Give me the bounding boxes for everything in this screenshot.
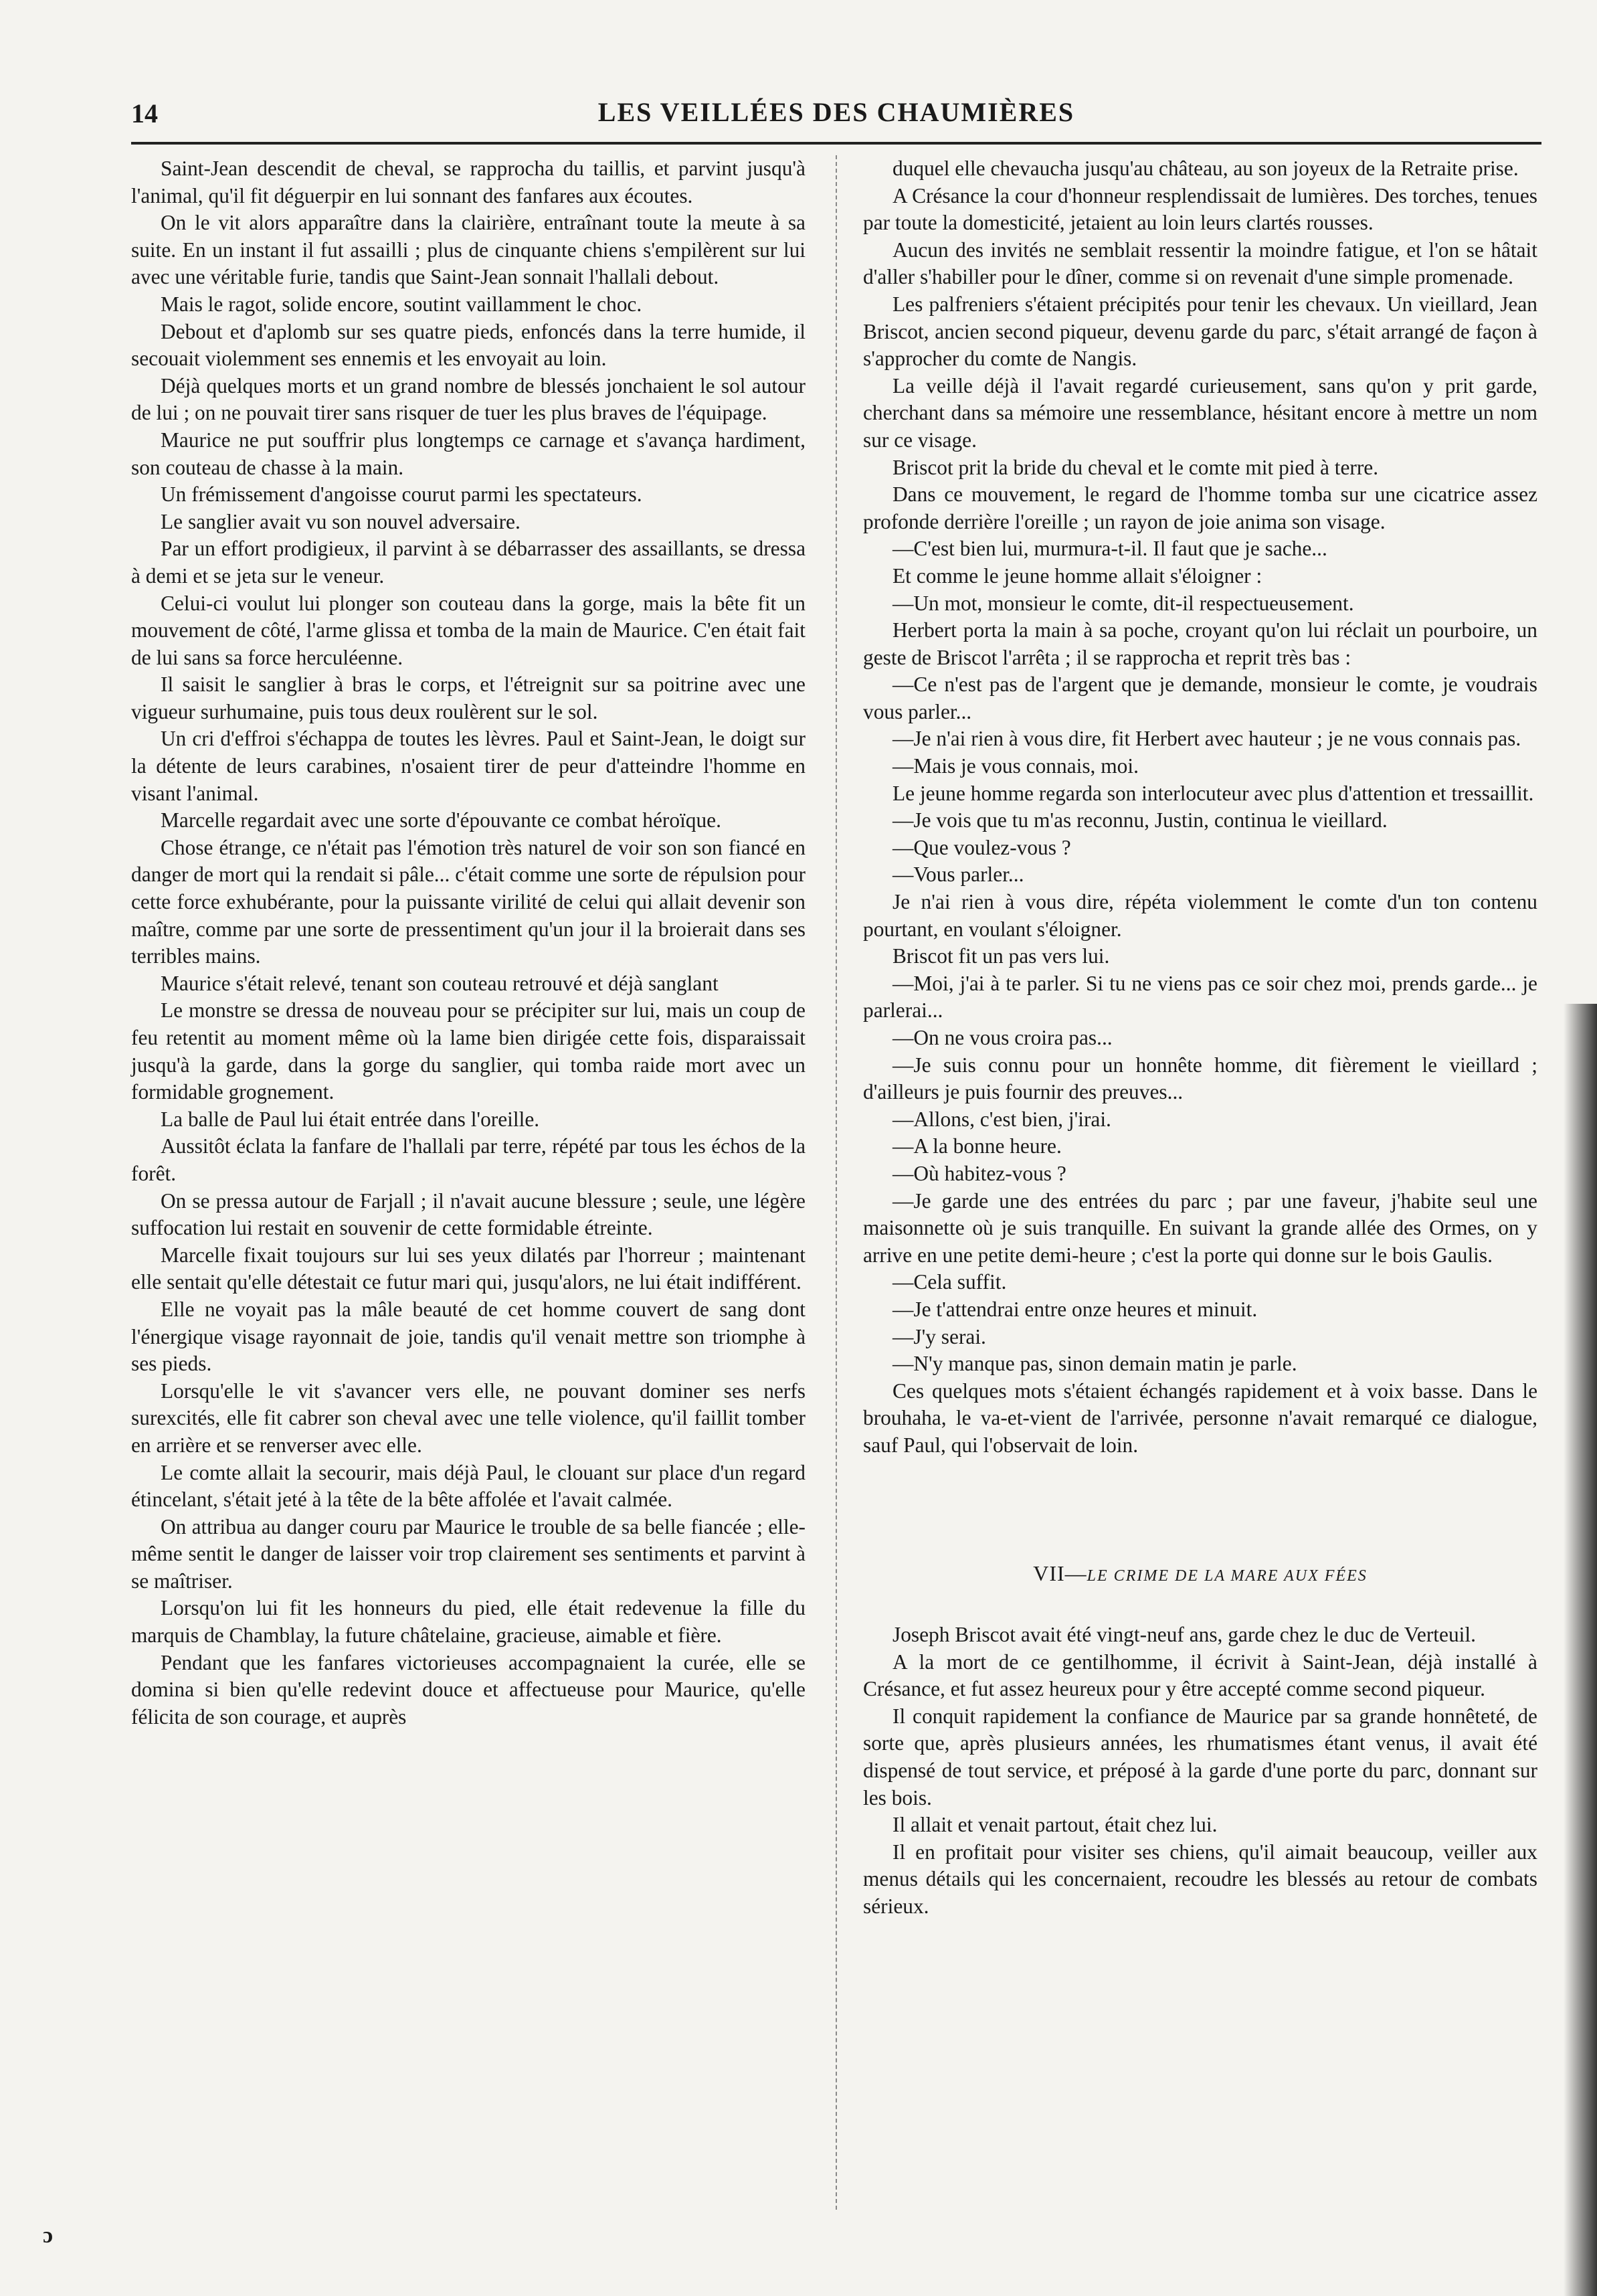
- paragraph: On se pressa autour de Farjall ; il n'avait aucune blessure ; seule, une légère suffocation lui restait en souvenir de cette formidable étreinte.: [131, 1188, 806, 1240]
- corner-mark: ɔ: [43, 2223, 54, 2248]
- paragraph: —Que voulez-vous ?: [893, 835, 1071, 859]
- paragraph: Debout et d'aplomb sur ses quatre pieds, enfoncés dans la terre humide, il secouait violemment ses ennemis et les envoyait au loin.: [131, 319, 806, 371]
- paragraph: Le sanglier avait vu son nouvel adversaire.: [161, 509, 521, 533]
- paragraph: Il conquit rapidement la confiance de Maurice par sa grande honnêteté, de sorte que, après plusieurs années, les rhumatismes étant venus, il avait été dispensé de tout service, et préposé à la garde d'une porte du parc, donnant sur les bois.: [863, 1704, 1537, 1809]
- paragraph: On le vit alors apparaître dans la clairière, entraînant toute la meute à sa suite. En un instant il fut assailli ; plus de cinquante chiens s'empilèrent sur lui avec une véritable furie, tandis que Saint-Jean sonnait l'hallali debout.: [131, 211, 806, 289]
- paragraph: Dans ce mouvement, le regard de l'homme tomba sur une cicatrice assez profonde derrière l'oreille ; un rayon de joie anima son visage.: [863, 482, 1537, 533]
- paragraph: Saint-Jean descendit de cheval, se rapprocha du taillis, et parvint jusqu'à l'animal, qu'il fit déguerpir en lui sonnant des fanfares aux écoutes.: [131, 157, 806, 207]
- paragraph: Marcelle regardait avec une sorte d'épouvante ce combat héroïque.: [161, 808, 721, 832]
- running-title: LES VEILLÉES DES CHAUMIÈRES: [597, 97, 1075, 127]
- paragraph: —C'est bien lui, murmura-t-il. Il faut que je sache...: [893, 537, 1327, 561]
- paragraph: La veille déjà il l'avait regardé curieusement, sans qu'on y prit garde, cherchant dans sa mémoire une ressemblance, hésitant encore à mettre un nom sur ce visage.: [863, 373, 1537, 452]
- header-rule: [131, 142, 1541, 145]
- paragraph: Briscot prit la bride du cheval et le comte mit pied à terre.: [893, 455, 1379, 479]
- paragraph: Je n'ai rien à vous dire, répéta violemment le comte d'un ton contenu pourtant, en voulant s'éloigner.: [863, 890, 1537, 941]
- paragraph: Il saisit le sanglier à bras le corps, et l'étreignit sur sa poitrine avec une vigueur surhumaine, puis tous deux roulèrent sur le sol.: [131, 673, 806, 723]
- paragraph: A la mort de ce gentilhomme, il écrivit à Saint-Jean, déjà installé à Crésance, et fut assez heureux pour y être accepté comme second piqueur.: [863, 1650, 1537, 1701]
- paragraph: Il en profitait pour visiter ses chiens, qu'il aimait beaucoup, veiller aux menus détails qui les concernaient, recoudre les blessés au retour de combats sérieux.: [863, 1840, 1537, 1919]
- paragraph: Mais le ragot, solide encore, soutint vaillamment le choc.: [161, 292, 642, 316]
- paragraph: Lorsqu'elle le vit s'avancer vers elle, ne pouvant dominer ses nerfs surexcités, elle fit cabrer son cheval avec une telle violence, qu'il faillit tomber en arrière et se renverser avec elle.: [131, 1379, 806, 1457]
- paragraph: Déjà quelques morts et un grand nombre de blessés jonchaient le sol autour de lui ; on ne pouvait tirer sans risquer de tuer les plus braves de l'équipage.: [131, 373, 806, 425]
- section-title: LE CRIME DE LA MARE AUX FÉES: [1087, 1567, 1368, 1585]
- paragraph: —Un mot, monsieur le comte, dit-il respectueusement.: [893, 591, 1354, 615]
- paragraph: —Où habitez-vous ?: [893, 1161, 1066, 1185]
- section-heading: [863, 1560, 1537, 1590]
- paragraph: —A la bonne heure.: [893, 1134, 1062, 1158]
- paragraph: Pendant que les fanfares victorieuses accompagnaient la curée, elle se domina si bien qu'elle redevint douce et affectueuse pour Maurice, qu'elle félicita de son courage, et auprès: [131, 1650, 806, 1729]
- page-number: 14: [131, 98, 158, 128]
- paragraph: —N'y manque pas, sinon demain matin je parle.: [893, 1352, 1297, 1376]
- paragraph: —Je t'attendrai entre onze heures et minuit.: [893, 1297, 1258, 1321]
- paragraph: —On ne vous croira pas...: [893, 1026, 1113, 1049]
- paragraph: Joseph Briscot avait été vingt-neuf ans, garde chez le duc de Verteuil.: [893, 1623, 1476, 1647]
- column-divider: [836, 155, 837, 2210]
- paragraph: Celui-ci voulut lui plonger son couteau dans la gorge, mais la bête fit un mouvement de côté, l'arme glissa et tomba de la main de Maurice. C'en était fait de lui sans sa force herculéenne.: [131, 591, 806, 669]
- paragraph: —Je garde une des entrées du parc ; par une faveur, j'habite seul une maisonnette où je suis tranquille. En suivant la grande allée des Ormes, on y arrive en une petite demi-heure ; c'est la porte qui donne sur le bois Gaulis.: [863, 1188, 1537, 1267]
- paragraph: Les palfreniers s'étaient précipités pour tenir les chevaux. Un vieillard, Jean Briscot, ancien second piqueur, devenu garde du parc, s'était arrangé de façon à s'approcher du comte de Nangis.: [863, 292, 1537, 371]
- paragraph: Chose étrange, ce n'était pas l'émotion très naturel de voir son son fiancé en danger de mort qui la rendait si pâle... c'était comme une sorte de répulsion pour cette force exhubérante, pour la puissante virilité de celui qui allait devenir son maître, comme par une sorte de pressentiment qu'un jour il la broierait dans ses terribles mains.: [131, 835, 806, 968]
- section-number: VII—: [1033, 1561, 1087, 1585]
- paragraph: —Allons, c'est bien, j'irai.: [893, 1107, 1111, 1131]
- paragraph: —Je vois que tu m'as reconnu, Justin, continua le vieillard.: [893, 808, 1388, 832]
- paragraph: —J'y serai.: [893, 1324, 986, 1348]
- paragraph: Maurice s'était relevé, tenant son couteau retrouvé et déjà sanglant: [161, 971, 719, 995]
- paragraph: Un cri d'effroi s'échappa de toutes les lèvres. Paul et Saint-Jean, le doigt sur la détente de leurs carabines, n'osaient tirer de peur d'atteindre l'homme en visant l'animal.: [131, 727, 806, 805]
- paragraph: —Ce n'est pas de l'argent que je demande, monsieur le comte, je voudrais vous parler...: [863, 673, 1537, 723]
- paragraph: Briscot fit un pas vers lui.: [893, 944, 1110, 968]
- paragraph: Lorsqu'on lui fit les honneurs du pied, elle était redevenue la fille du marquis de Chamblay, la future châtelaine, gracieuse, aimable et fière.: [131, 1596, 806, 1648]
- paragraph: Ces quelques mots s'étaient échangés rapidement et à voix basse. Dans le brouhaha, le va-et-vient de l'arrivée, personne n'avait remarqué ce dialogue, sauf Paul, qui l'observait de loin.: [863, 1379, 1537, 1457]
- page-edge-shadow: [1564, 1004, 1597, 2296]
- page-header: [131, 94, 1541, 141]
- paragraph: Le monstre se dressa de nouveau pour se précipiter sur lui, mais un coup de feu retentit au moment même où la lame bien dirigée cette fois, disparaissait jusqu'à la garde, dans la gorge du sanglier, qui tomba raide mort avec un formidable grognement.: [131, 998, 806, 1104]
- paragraph: Et comme le jeune homme allait s'éloigner :: [893, 563, 1262, 588]
- right-column-top: [863, 155, 1537, 1460]
- left-column: [131, 155, 806, 1731]
- paragraph: Un frémissement d'angoisse courut parmi les spectateurs.: [161, 482, 642, 507]
- paragraph: Le jeune homme regarda son interlocuteur avec plus d'attention et tressaillit.: [893, 781, 1534, 805]
- paragraph: Marcelle fixait toujours sur lui ses yeux dilatés par l'horreur ; maintenant elle sentait qu'elle détestait ce futur mari qui, jusqu'alors, ne lui était indifférent.: [131, 1243, 806, 1294]
- paragraph: —Mais je vous connais, moi.: [893, 754, 1139, 778]
- paragraph: Elle ne voyait pas la mâle beauté de cet homme couvert de sang dont l'énergique visage rayonnait de joie, tandis qu'il venait mettre son triomphe à ses pieds.: [131, 1297, 806, 1376]
- paragraph: —Je n'ai rien à vous dire, fit Herbert avec hauteur ; je ne vous connais pas.: [893, 727, 1521, 751]
- right-column-bottom: [863, 1621, 1537, 1921]
- paragraph: La balle de Paul lui était entrée dans l'oreille.: [161, 1107, 540, 1131]
- paragraph: A Crésance la cour d'honneur resplendissait de lumières. Des torches, tenues par toute la domesticité, jetaient au loin leurs clartés rousses.: [863, 183, 1537, 235]
- paragraph: Il allait et venait partout, était chez lui.: [893, 1813, 1218, 1837]
- paragraph: —Moi, j'ai à te parler. Si tu ne viens pas ce soir chez moi, prends garde... je parlerai...: [863, 971, 1537, 1023]
- paragraph: Maurice ne put souffrir plus longtemps ce carnage et s'avança hardiment, son couteau de chasse à la main.: [131, 428, 806, 479]
- paragraph: —Je suis connu pour un honnête homme, dit fièrement le vieillard ; d'ailleurs je puis fournir des preuves...: [863, 1053, 1537, 1104]
- paragraph: Herbert porta la main à sa poche, croyant qu'on lui réclait un pourboire, un geste de Briscot l'arrêta ; il se rapprocha et reprit très bas :: [863, 618, 1537, 669]
- paragraph: —Vous parler...: [893, 863, 1024, 887]
- paragraph: Aussitôt éclata la fanfare de l'hallali par terre, répété par tous les échos de la forêt.: [131, 1134, 806, 1185]
- paragraph: Aucun des invités ne semblait ressentir la moindre fatigue, et l'on se hâtait d'aller s'habiller pour le dîner, comme si on revenait d'une simple promenade.: [863, 238, 1537, 289]
- paragraph: duquel elle chevaucha jusqu'au château, au son joyeux de la Retraite prise.: [893, 157, 1519, 180]
- paragraph: —Cela suffit.: [893, 1270, 1007, 1294]
- paragraph: Par un effort prodigieux, il parvint à se débarrasser des assaillants, se dressa à demi et se jeta sur le veneur.: [131, 537, 806, 588]
- right-column: [863, 155, 1537, 1921]
- paragraph: Le comte allait la secourir, mais déjà Paul, le clouant sur place d'un regard étincelant, s'était jeté à la tête de la bête affolée et l'avait calmée.: [131, 1460, 806, 1512]
- paragraph: On attribua au danger couru par Maurice le trouble de sa belle fiancée ; elle-même sentit le danger de laisser voir trop clairement ses sentiments et parvint à se maîtriser.: [131, 1514, 806, 1593]
